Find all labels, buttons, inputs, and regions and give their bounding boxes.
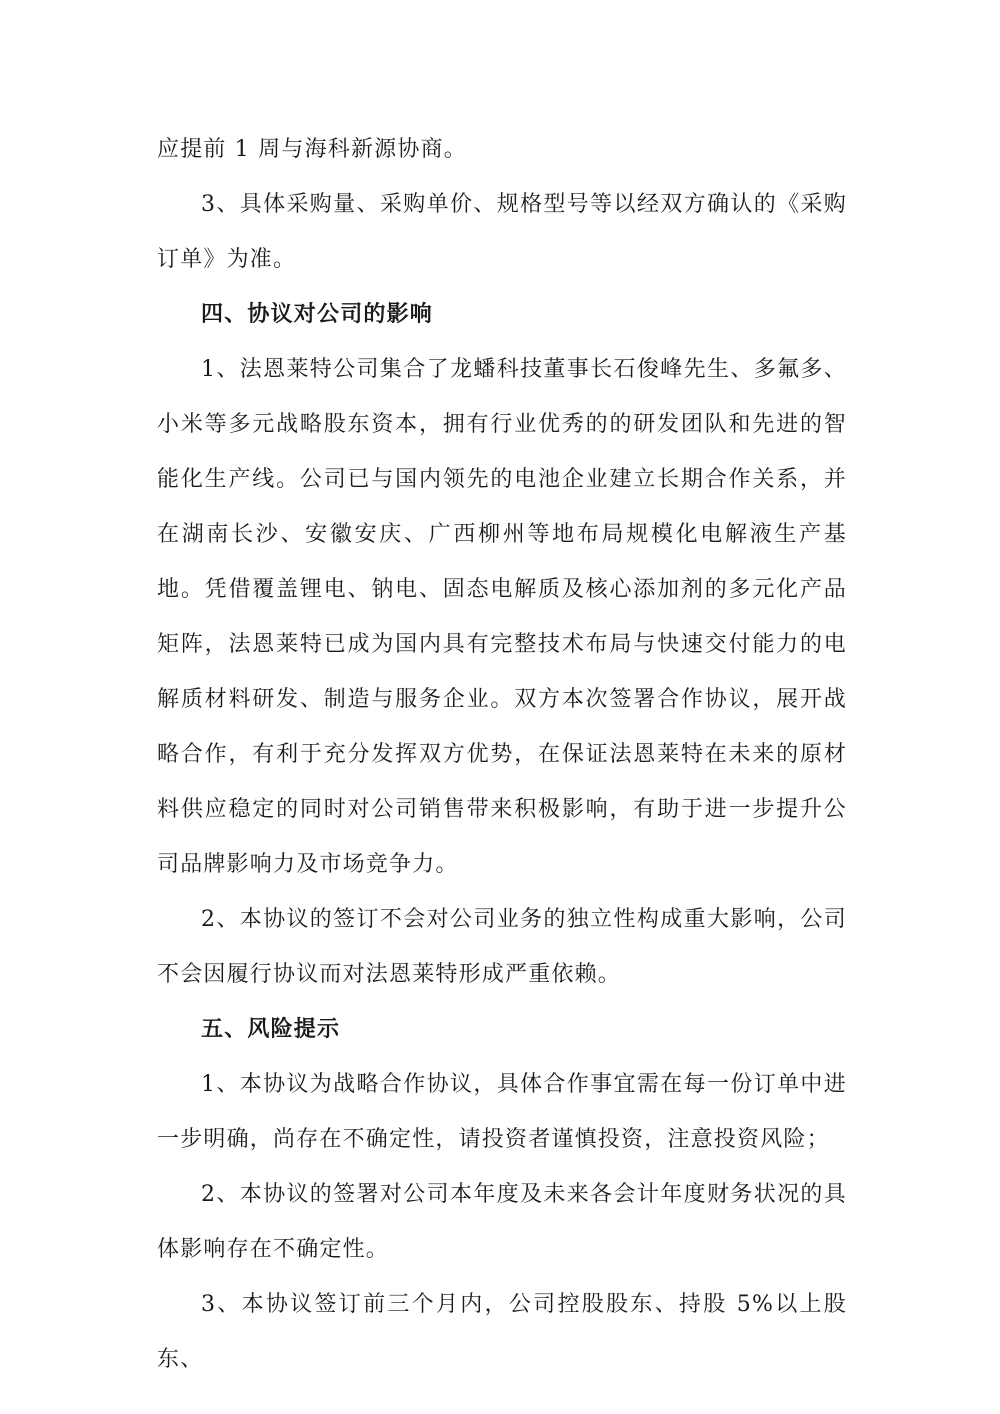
risk-paragraph-3: 3、本协议签订前三个月内，公司控股股东、持股 5%以上股东、 — [157, 1292, 847, 1372]
impact-paragraph-2: 2、本协议的签订不会对公司业务的独立性构成重大影响，公司不会因履行协议而对法恩莱特形成严重依赖。 — [157, 907, 847, 987]
document-body — [157, 122, 847, 1387]
risk-paragraph-1: 1、本协议为战略合作协议，具体合作事宜需在每一份订单中进一步明确，尚存在不确定性，请投资者谨慎投资，注意投资风险； — [157, 1072, 847, 1152]
impact-paragraph-1: 1、法恩莱特公司集合了龙蟠科技董事长石俊峰先生、多氟多、小米等多元战略股东资本，拥有行业优秀的的研发团队和先进的智能化生产线。公司已与国内领先的电池企业建立长期合作关系，并在湖南长沙、安徽安庆、广西柳州等地布局规模化电解液生产基地。凭借覆盖锂电、钠电、固态电解质及核心添加剂的多元化产品矩阵，法恩莱特已成为国内具有完整技术布局与快速交付能力的电解质材料研发、制造与服务企业。双方本次签署合作协议，展开战略合作，有利于充分发挥双方优势，在保证法恩莱特在未来的原材料供应稳定的同时对公司销售带来积极影响，有助于进一步提升公司品牌影响力及市场竞争力。 — [157, 357, 847, 877]
continuation-paragraph: 应提前 1 周与海科新源协商。 — [157, 137, 467, 162]
section-heading-risk: 五、风险提示 — [201, 1016, 341, 1042]
risk-paragraph-2: 2、本协议的签署对公司本年度及未来各会计年度财务状况的具体影响存在不确定性。 — [157, 1182, 847, 1262]
section-heading-impact: 四、协议对公司的影响 — [201, 301, 434, 327]
purchase-order-paragraph: 3、具体采购量、采购单价、规格型号等以经双方确认的《采购订单》为准。 — [157, 192, 847, 272]
